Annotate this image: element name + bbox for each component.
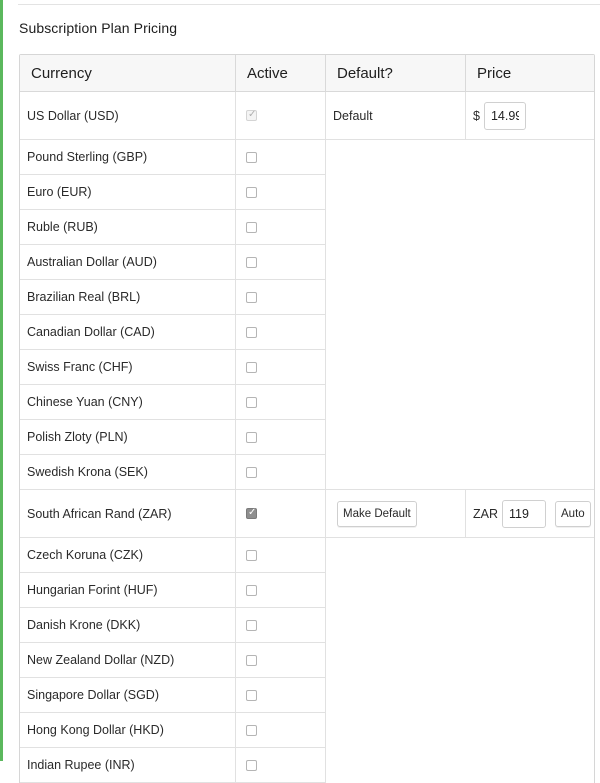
header-default: Default?	[325, 55, 465, 91]
active-checkbox[interactable]	[246, 327, 257, 338]
active-checkbox[interactable]	[246, 690, 257, 701]
table-row	[20, 210, 594, 245]
currency-name: Polish Zloty (PLN)	[20, 420, 235, 455]
price-cell	[465, 748, 594, 783]
default-cell	[325, 280, 465, 315]
active-cell	[235, 210, 325, 245]
active-cell	[235, 538, 325, 573]
price-cell	[465, 678, 594, 713]
active-cell	[235, 385, 325, 420]
table-row	[20, 385, 594, 420]
header-currency: Currency	[31, 64, 92, 82]
auto-price-button[interactable]: Auto	[555, 501, 591, 527]
table-row	[20, 140, 594, 175]
active-checkbox[interactable]	[246, 760, 257, 771]
currency-name: Czech Koruna (CZK)	[20, 538, 235, 573]
table-header	[20, 55, 594, 92]
default-cell	[325, 713, 465, 748]
active-checkbox[interactable]	[246, 110, 257, 121]
active-cell	[235, 245, 325, 280]
default-cell	[325, 175, 465, 210]
pricing-table	[19, 54, 595, 783]
left-accent-bar	[0, 0, 3, 761]
default-label: Default	[325, 92, 465, 140]
default-cell	[325, 678, 465, 713]
price-cell	[465, 245, 594, 280]
default-cell	[325, 245, 465, 280]
default-cell	[325, 643, 465, 678]
default-cell	[325, 385, 465, 420]
active-cell	[235, 140, 325, 175]
table-row	[20, 175, 594, 210]
default-cell	[325, 140, 465, 175]
table-row	[20, 678, 594, 713]
price-cell	[465, 538, 594, 573]
table-row-usd	[20, 92, 594, 140]
active-checkbox[interactable]	[246, 152, 257, 163]
table-row	[20, 573, 594, 608]
active-checkbox[interactable]	[246, 585, 257, 596]
active-cell	[235, 608, 325, 643]
currency-name: Singapore Dollar (SGD)	[20, 678, 235, 713]
table-row-zar	[20, 490, 594, 538]
active-cell	[235, 748, 325, 783]
price-cell	[465, 175, 594, 210]
default-cell	[325, 573, 465, 608]
currency-symbol: $	[473, 108, 480, 123]
currency-name: Brazilian Real (BRL)	[20, 280, 235, 315]
default-cell	[325, 350, 465, 385]
default-cell	[325, 490, 465, 538]
currency-name: Chinese Yuan (CNY)	[20, 385, 235, 420]
active-checkbox[interactable]	[246, 620, 257, 631]
active-cell	[235, 713, 325, 748]
price-cell	[465, 608, 594, 643]
price-cell	[465, 573, 594, 608]
currency-name: Pound Sterling (GBP)	[20, 140, 235, 175]
active-checkbox[interactable]	[246, 222, 257, 233]
active-checkbox[interactable]	[246, 432, 257, 443]
active-checkbox[interactable]	[246, 292, 257, 303]
currency-name: Indian Rupee (INR)	[20, 748, 235, 783]
active-cell	[235, 420, 325, 455]
default-cell	[325, 315, 465, 350]
price-cell	[465, 385, 594, 420]
price-cell	[465, 280, 594, 315]
price-input-zar[interactable]	[502, 500, 546, 528]
active-checkbox[interactable]	[246, 187, 257, 198]
active-cell	[235, 678, 325, 713]
checkmark-icon: ✓	[248, 507, 257, 518]
active-cell	[235, 175, 325, 210]
active-cell	[235, 92, 325, 140]
active-cell	[235, 490, 325, 538]
currency-name: Swiss Franc (CHF)	[20, 350, 235, 385]
price-cell	[465, 315, 594, 350]
currency-symbol: ZAR	[473, 506, 498, 521]
table-row	[20, 713, 594, 748]
table-row	[20, 748, 594, 783]
price-cell	[465, 455, 594, 490]
currency-name: Euro (EUR)	[20, 175, 235, 210]
active-checkbox[interactable]	[246, 550, 257, 561]
active-checkbox[interactable]	[246, 397, 257, 408]
default-cell	[325, 748, 465, 783]
currency-name: US Dollar (USD)	[20, 92, 235, 140]
active-checkbox[interactable]	[246, 467, 257, 478]
default-cell	[325, 455, 465, 490]
price-cell	[465, 490, 594, 538]
active-cell	[235, 573, 325, 608]
currency-name: New Zealand Dollar (NZD)	[20, 643, 235, 678]
active-cell	[235, 455, 325, 490]
price-cell	[465, 643, 594, 678]
default-cell	[325, 210, 465, 245]
checkmark-icon: ✓	[248, 109, 257, 120]
table-row	[20, 608, 594, 643]
currency-name: Hong Kong Dollar (HKD)	[20, 713, 235, 748]
price-cell	[465, 713, 594, 748]
currency-name: South African Rand (ZAR)	[20, 490, 235, 538]
price-cell	[465, 140, 594, 175]
price-cell	[465, 210, 594, 245]
active-checkbox[interactable]	[246, 362, 257, 373]
active-checkbox[interactable]	[246, 508, 257, 519]
default-cell	[325, 420, 465, 455]
price-input-usd[interactable]	[484, 102, 526, 130]
default-cell	[325, 608, 465, 643]
currency-name: Australian Dollar (AUD)	[20, 245, 235, 280]
currency-name: Danish Krone (DKK)	[20, 608, 235, 643]
header-active: Active	[235, 55, 325, 91]
currency-name: Swedish Krona (SEK)	[20, 455, 235, 490]
currency-name: Hungarian Forint (HUF)	[20, 573, 235, 608]
active-cell	[235, 315, 325, 350]
table-row	[20, 538, 594, 573]
table-row	[20, 280, 594, 315]
table-row	[20, 420, 594, 455]
currency-name: Canadian Dollar (CAD)	[20, 315, 235, 350]
active-checkbox[interactable]	[246, 725, 257, 736]
active-checkbox[interactable]	[246, 655, 257, 666]
active-cell	[235, 350, 325, 385]
default-cell	[325, 538, 465, 573]
table-row	[20, 643, 594, 678]
table-row	[20, 245, 594, 280]
top-divider	[18, 4, 600, 5]
price-cell	[465, 420, 594, 455]
table-row	[20, 455, 594, 490]
price-cell	[465, 350, 594, 385]
section-title: Subscription Plan Pricing	[19, 20, 178, 36]
make-default-button[interactable]: Make Default	[337, 501, 417, 527]
active-cell	[235, 280, 325, 315]
table-row	[20, 350, 594, 385]
header-price: Price	[465, 55, 594, 91]
active-cell	[235, 643, 325, 678]
price-cell	[465, 92, 594, 140]
table-row	[20, 315, 594, 350]
currency-name: Ruble (RUB)	[20, 210, 235, 245]
active-checkbox[interactable]	[246, 257, 257, 268]
